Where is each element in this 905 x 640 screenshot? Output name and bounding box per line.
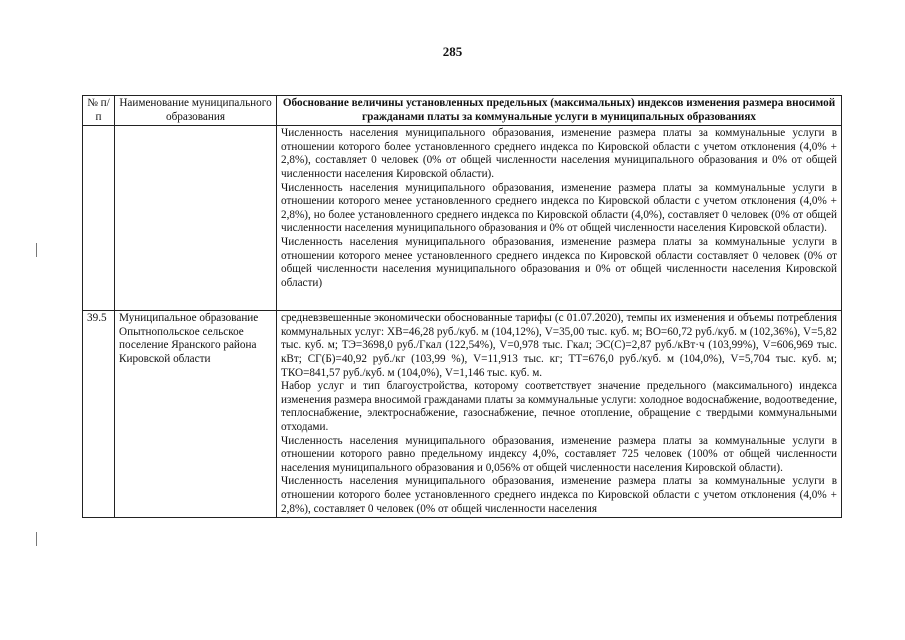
justification-paragraph: Численность населения муниципального образования, изменение размера платы за коммунальные услуги в отношении которого менее установленного среднего индекса по Кировской области с учетом отклонения (4,0% + 2,8%), но более установленного среднего индекса по Кировской области (4,0%), составляет 0 человек (0% от общей численности населения муниципального образования и 0% от общей численности населения Кировской области).: [281, 181, 837, 235]
row-justification: [277, 126, 842, 311]
row-entity-name: [115, 126, 277, 311]
page-number: 285: [442, 44, 463, 59]
row-justification: [277, 311, 842, 518]
header-num: № п/п: [83, 96, 115, 126]
scan-margin-mark-top: [36, 243, 37, 257]
header-justification: Обоснование величины установленных предельных (максимальных) индексов изменения размера вносимой гражданами платы за коммунальные услуги в муниципальных образованиях: [277, 96, 842, 126]
scan-margin-mark-bottom: [36, 532, 37, 546]
justification-paragraph: Численность населения муниципального образования, изменение размера платы за коммунальные услуги в отношении которого более установленного среднего индекса по Кировской области с учетом отклонения (4,0% + 2,8%), составляет 0 человек (0% от общей численности населения: [281, 475, 837, 515]
row-num: 39.5: [83, 311, 115, 518]
justification-paragraph: Численность населения муниципального образования, изменение размера платы за коммунальные услуги в отношении которого менее установленного среднего индекса по Кировской области составляет 0 человек (0% от общей численности населения муниципального образования и 0% от общей численности населения Кировской области): [281, 235, 837, 289]
row-num: [83, 126, 115, 311]
justification-paragraph: Набор услуг и тип благоустройства, которому соответствует значение предельного (максимального) индекса изменения размера вносимой гражданами платы за коммунальные услуги: холодное водоснабжение, водоотведение, теплоснабжение, электроснабжение, газоснабжение, печное отопление, обращение с твердыми коммунальными отходами.: [281, 380, 837, 433]
justification-paragraph: Численность населения муниципального образования, изменение размера платы за коммунальные услуги в отношении которого более установленного среднего индекса по Кировской области с учетом отклонения (4,0% + 2,8%), составляет 0 человек (0% от общей численности населения муниципального образования и 0% от общей численности населения Кировской области).: [281, 127, 837, 180]
row-entity-name: Муниципальное образование Опытнопольское сельское поселение Яранского района Кировской области: [115, 311, 277, 518]
tariff-index-table: [82, 95, 842, 518]
table-row: [83, 311, 842, 518]
justification-paragraph: Численность населения муниципального образования, изменение размера платы за коммунальные услуги в отношении которого равно предельному индексу 4,0%, составляет 725 человек (100% от общей численности населения муниципального образования и 0,056% от общей численности населения Кировской области).: [281, 434, 837, 474]
table-header-row: [83, 96, 842, 126]
table-row: [83, 126, 842, 311]
justification-paragraph: средневзвешенные экономически обоснованные тарифы (с 01.07.2020), темпы их изменения и объемы потребления коммунальных услуг: ХВ=46,28 руб./куб. м (104,12%), V=35,00 тыс. куб. м; ВО=60,72 руб./куб. м (102,36%), V=5,82 тыс. куб. м; ТЭ=3698,0 руб./Гкал (122,54%), V=0,978 тыс. Гкал; ЭС(С)=2,87 руб./кВт·ч (103,99%), V=606,969 тыс. кВт; СГ(Б)=40,92 руб./кг (103,99 %), V=11,913 тыс. кг; ТТ=676,0 руб./куб. м (104,0%), V=5,704 тыс. куб. м; ТКО=841,57 руб./куб. м (104,0%), V=1,146 тыс. куб. м.: [281, 312, 837, 379]
header-name: Наименование муниципального образования: [115, 96, 277, 126]
